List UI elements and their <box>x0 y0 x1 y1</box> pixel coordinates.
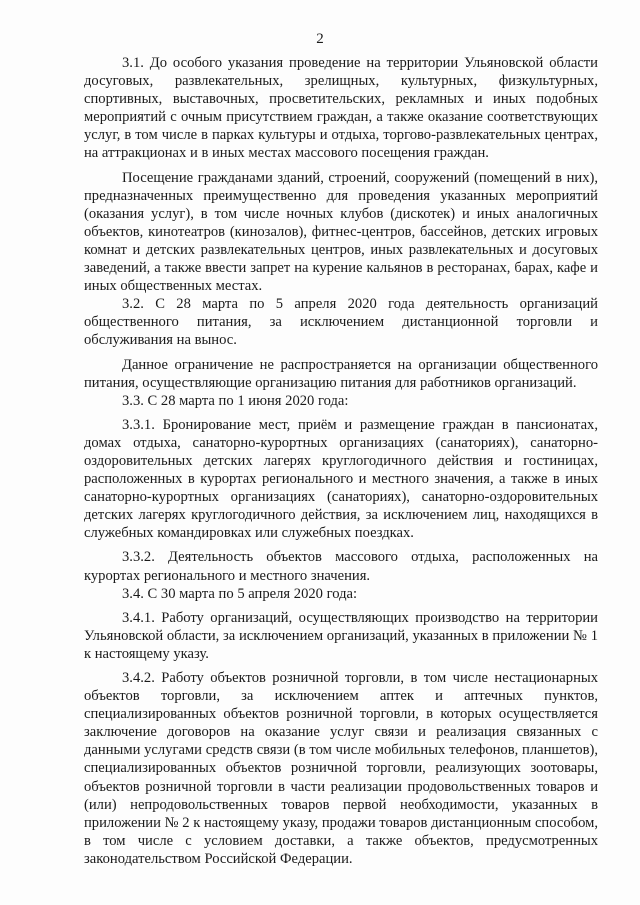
paragraph-3-3: 3.3. С 28 марта по 1 июня 2020 года: <box>122 392 349 409</box>
paragraph-3-3-2: 3.3.2. Деятельность объектов массового отдыха, расположенных на курортах регионального и местного значения. <box>84 549 598 584</box>
paragraph-3-2: 3.2. С 28 марта по 5 апреля 2020 года деятельность организаций общественного питания, за исключением дистанционной торговли и обслуживания на вынос. <box>84 296 598 349</box>
paragraph-visit-ban: Посещение гражданами зданий, строений, сооружений (помещений в них), предназначенных преимущественно для проведения указанных мероприятий (оказания услуг), в том числе ночных клубов (дискотек) и иных аналогичных объектов, кинотеатров (кинозалов), фитнес-центров, бассейнов, детских игровых комнат и детских развлекательных центров, иных развлекательных и досуговых заведений, а также ввести запрет на курение кальянов в ресторанах, барах, кафе и иных общественных местах. <box>84 169 598 295</box>
paragraph-3-3-1: 3.3.1. Бронирование мест, приём и размещение граждан в пансионатах, домах отдыха, санаторно-курортных организациях (санаториях), санаторно-оздоровительных детских лагерях круглогодичного действия и гостиницах, расположенных в курортах регионального и местного значения, а также в иных санаторно-курортных организациях (санаториях), санаторно-оздоровительных детских лагерях круглогодичного действия, за исключением лиц, находящихся в служебных командировках или служебных поездках. <box>84 416 598 542</box>
page-number: 2 <box>316 31 324 47</box>
paragraph-3-4-2: 3.4.2. Работу объектов розничной торговли, в том числе нестационарных объектов торговли, за исключением аптек и аптечных пунктов, специализированных объектов розничной торговли, в которых осуществляется заключение договоров на оказание услуг связи и реализация связанных с данными услугами средств связи (в том числе мобильных телефонов, планшетов), специализированных объектов розничной торговли, реализующих зоотовары, объектов розничной торговли в части реализации продовольственных товаров и (или) непродовольственных товаров первой необходимости, указанных в приложении № 2 к настоящему указу, продажи товаров дистанционным способом, в том числе с условием доставки, а также объектов, предусмотренных законодательством Российской Федерации. <box>84 670 598 867</box>
document-body <box>84 54 598 868</box>
paragraph-restriction-exception: Данное ограничение не распространяется на организации общественного питания, осуществляющие организацию питания для работников организаций. <box>84 356 598 391</box>
paragraph-3-4-1: 3.4.1. Работу организаций, осуществляющих производство на территории Ульяновской области, за исключением организаций, указанных в приложении № 1 к настоящему указу. <box>84 609 598 662</box>
paragraph-3-4: 3.4. С 30 марта по 5 апреля 2020 года: <box>122 585 358 602</box>
paragraph-3-1: 3.1. До особого указания проведение на территории Ульяновской области досуговых, развлекательных, зрелищных, культурных, физкультурных, спортивных, выставочных, просветительских, рекламных и иных подобных мероприятий с очным присутствием граждан, а также оказание соответствующих услуг, в том числе в парках культуры и отдыха, торгово-развлекательных центрах, на аттракционах и в иных местах массового посещения граждан. <box>84 55 598 162</box>
